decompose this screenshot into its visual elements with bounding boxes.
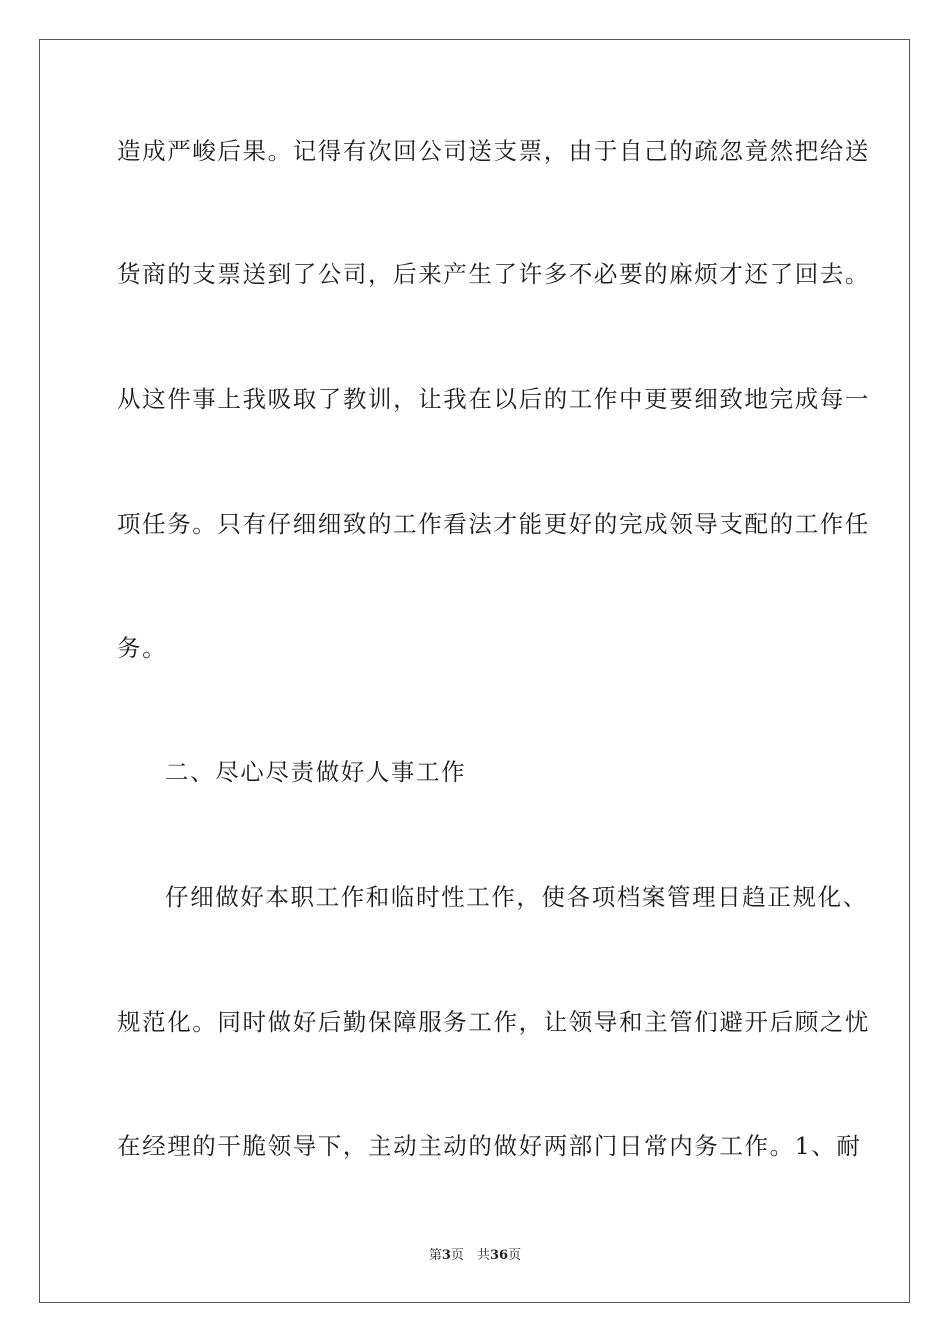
footer-current-page: 3	[441, 1248, 451, 1263]
body-line-9: 在经理的干脆领导下，主动主动的做好两部门日常内务工作。1、耐	[117, 1132, 862, 1160]
page-border	[39, 39, 910, 1303]
page-footer	[0, 1247, 950, 1265]
footer-total-pages: 36	[489, 1248, 509, 1263]
footer-mid: 页 共	[450, 1248, 490, 1263]
body-line-7: 仔细做好本职工作和临时性工作，使各项档案管理日趋正规化、	[165, 883, 868, 911]
body-line-4: 项任务。只有仔细细致的工作看法才能更好的完成领导支配的工作任	[117, 510, 870, 538]
body-line-1: 造成严峻后果。记得有次回公司送支票，由于自己的疏忽竟然把给送	[117, 137, 870, 165]
body-line-3: 从这件事上我吸取了教训，让我在以后的工作中更要细致地完成每一	[117, 385, 870, 413]
body-line-5: 务。	[117, 634, 168, 662]
section-heading: 二、尽心尽责做好人事工作	[165, 758, 467, 786]
footer-prefix: 第	[428, 1248, 442, 1263]
body-line-2: 货商的支票送到了公司，后来产生了许多不必要的麻烦才还了回去。	[117, 260, 870, 288]
body-line-8: 规范化。同时做好后勤保障服务工作，让领导和主管们避开后顾之忧	[117, 1008, 870, 1036]
footer-suffix: 页	[508, 1248, 522, 1263]
